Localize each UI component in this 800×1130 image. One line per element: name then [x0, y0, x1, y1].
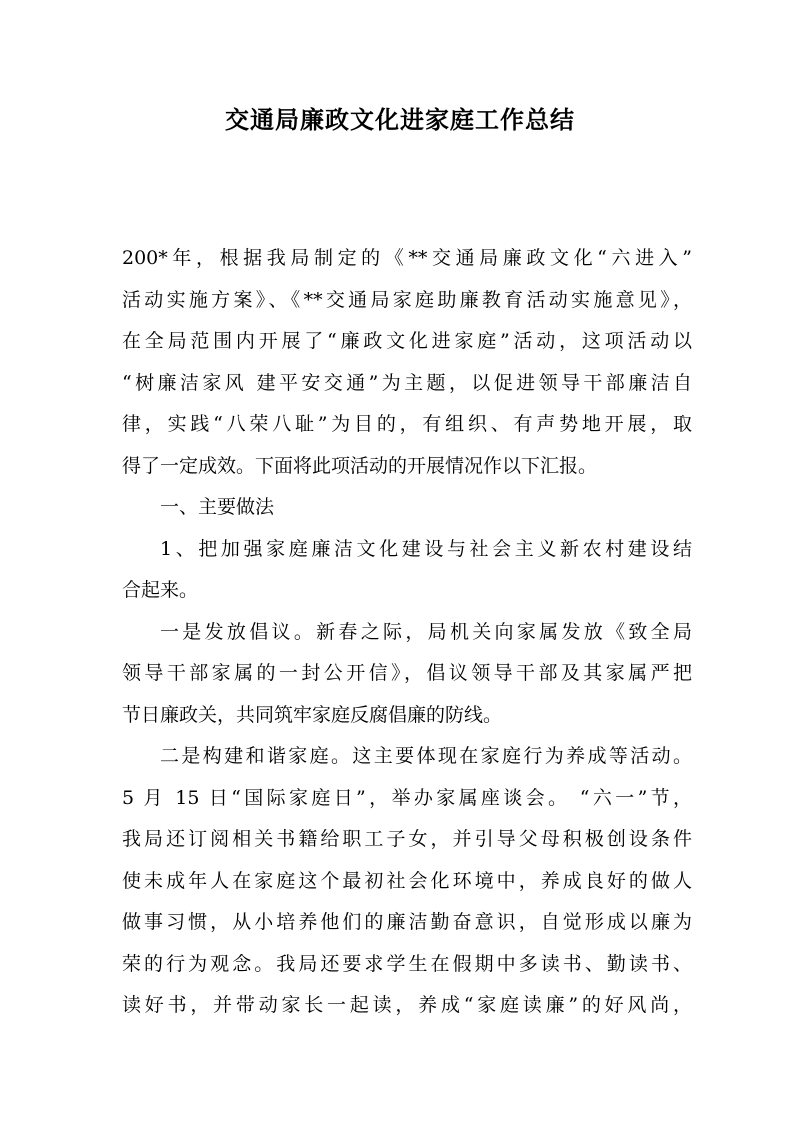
paragraph-line: 5 月 15 日“国际家庭日”，举办家属座谈会。 “六一”节，: [122, 786, 692, 809]
paragraph-line: 律，实践“八荣八耻”为目的，有组织、有声势地开展，取: [122, 413, 692, 435]
paragraph-line: 活动实施方案》、《**交通局家庭助廉教育活动实施意见》，: [122, 288, 692, 311]
paragraph-line: “树廉洁家风 建平安交通”为主题，以促进领导干部廉洁自: [122, 371, 692, 394]
paragraph-line: 1、把加强家庭廉洁文化建设与社会主义新农村建设结: [160, 537, 692, 560]
paragraph-line: 做事习惯，从小培养他们的廉洁勤奋意识，自觉形成以廉为: [122, 911, 692, 933]
paragraph-line: 读好书，并带动家长一起读，养成“家庭读廉”的好风尚，: [122, 994, 692, 1016]
paragraph-line: 得了一定成效。下面将此项活动的开展情况作以下汇报。: [122, 454, 598, 477]
paragraph-line: 使未成年人在家庭这个最初社会化环境中，养成良好的做人: [122, 869, 692, 892]
document-body: [122, 238, 692, 1027]
paragraph-line: 荣的行为观念。我局还要求学生在假期中多读书、勤读书、: [122, 952, 692, 975]
paragraph-line: 节日廉政关，共同筑牢家庭反腐倡廉的防线。: [122, 703, 503, 726]
paragraph-line: 200*年，根据我局制定的《**交通局廉政文化“六进入”: [122, 247, 692, 269]
paragraph-line: 领导干部家属的一封公开信》，倡议领导干部及其家属严把: [122, 662, 692, 684]
paragraph-line: 二是构建和谐家庭。这主要体现在家庭行为养成等活动。: [160, 745, 692, 767]
paragraph-line: 合起来。: [122, 579, 199, 601]
document-title: 交通局廉政文化进家庭工作总结: [225, 106, 575, 134]
section-heading: 一、主要做法: [160, 496, 275, 518]
paragraph-line: 我局还订阅相关书籍给职工子女，并引导父母积极创设条件: [122, 828, 692, 850]
paragraph-line: 一是发放倡议。新春之际，局机关向家属发放《致全局: [160, 620, 692, 643]
paragraph-line: 在全局范围内开展了“廉政文化进家庭”活动，这项活动以: [122, 330, 692, 352]
